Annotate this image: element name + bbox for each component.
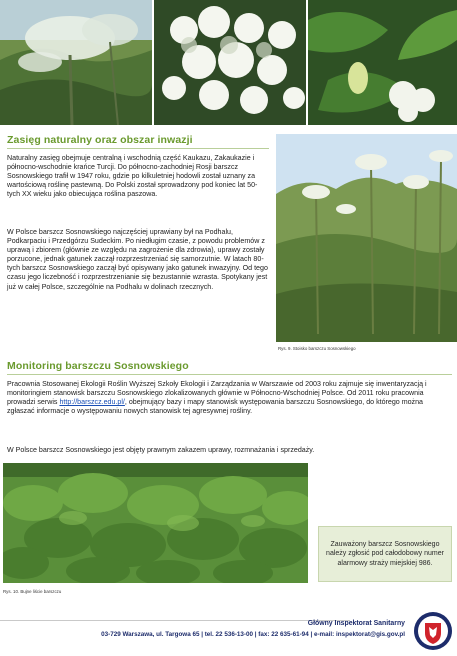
barszcz-site-link[interactable]: http://barszcz.edu.pl/ [59,398,125,407]
range-paragraph-1: Naturalny zasięg obejmuje centralną i wschodnią część Kaukazu, Zakaukazie i północno-wschodnie krańce Turcji. Do północno-zachodniej Rosji barszcz Sosnowskiego trafił w 1947 roku, gdzie po kilkuletniej hodowli został uznany za wartościową roślinę pastewną. Do Polski został sprowadzony pod koniec lat 50-tych XX wieku jako obiecująca roślina paszowa. [7,154,258,199]
footer-organization: Główny Inspektorat Sanitarny [307,620,405,627]
footer-address: 03-729 Warszawa, ul. Targowa 65 | tel. 22 536-13-00 | fax: 22 635-61-94 | e-mail: inspektorat@gis.gov.pl [101,631,405,638]
monitoring-paragraph-2: W Polsce barszcz Sosnowskiego jest objęty prawnym zakazem uprawy, rozmnażania i sprzedaży. [7,446,315,454]
report-infobox: Zauważony barszcz Sosnowskiego należy zgłosić pod całodobowy numer alarmowy straży miejskiej 986. [318,526,452,582]
section-rule [7,374,452,375]
monitoring-text-a: Pracownia Stosowanej Ekologii Roślin Wyższej Szkoły Ekologii i Zarządzania w Warszawie od 2003 roku zajmuje się inwentaryzacją i monitoringiem stanowisk barszczu Sosnowskiego zlokalizowanych głównie w Północno-Wschodniej Polsce. Od 2011 roku pracownia prowadzi serwis [7,380,427,407]
range-paragraph-2: W Polsce barszcz Sosnowskiego najczęściej uprawiany był na Podhalu, Podkarpaciu i Przedgórzu Sudeckim. Po niedługim czasie, z powodu problemów z uprawą i zbiorem (głównie ze względu na zagrożenie dla zdrowia), uprawy zostały porzucone, jednak gatunek zaczął rozprzestrzeniać się samorzutnie. W latach 80-tych barszcz Sosnowskiego zaczął być opisywany jako gatunek inwazyjny. Od tego czasu jego liczebność i rozprzestrzenianie się bezustannie wzrasta. Spotykany jest już w całej Polsce, szczególnie na Podhalu w dolinach rzecznych. [7,228,268,291]
photo-plant-silhouette [0,0,152,125]
section-rule [7,148,269,149]
photo-white-flowers [154,0,306,125]
monitoring-text-b: , obejmujący bazy i mapy stanowisk występowania barszczu Sosnowskiego, do którego można zgłaszać informacje o występowaniu nowych stanowisk tej agresywnej rośliny. [7,398,423,416]
monitoring-paragraph-1 [7,380,452,416]
figure-10-caption: Rys. 10. Bujne liście barszczu [3,589,62,594]
section-heading-range: Zasięg naturalny oraz obszar inwazji [7,134,193,146]
photo-leaves-and-bud [308,0,457,125]
section-heading-monitoring: Monitoring barszczu Sosnowskiego [7,360,189,372]
gis-emblem-icon [413,611,453,651]
photo-lush-leaves [3,463,308,583]
footer-rule [0,620,350,621]
figure-9-caption: Rys. 9. Stoisko barszczu Sosnowskiego [278,346,356,351]
photo-hogweed-stand [276,134,457,342]
